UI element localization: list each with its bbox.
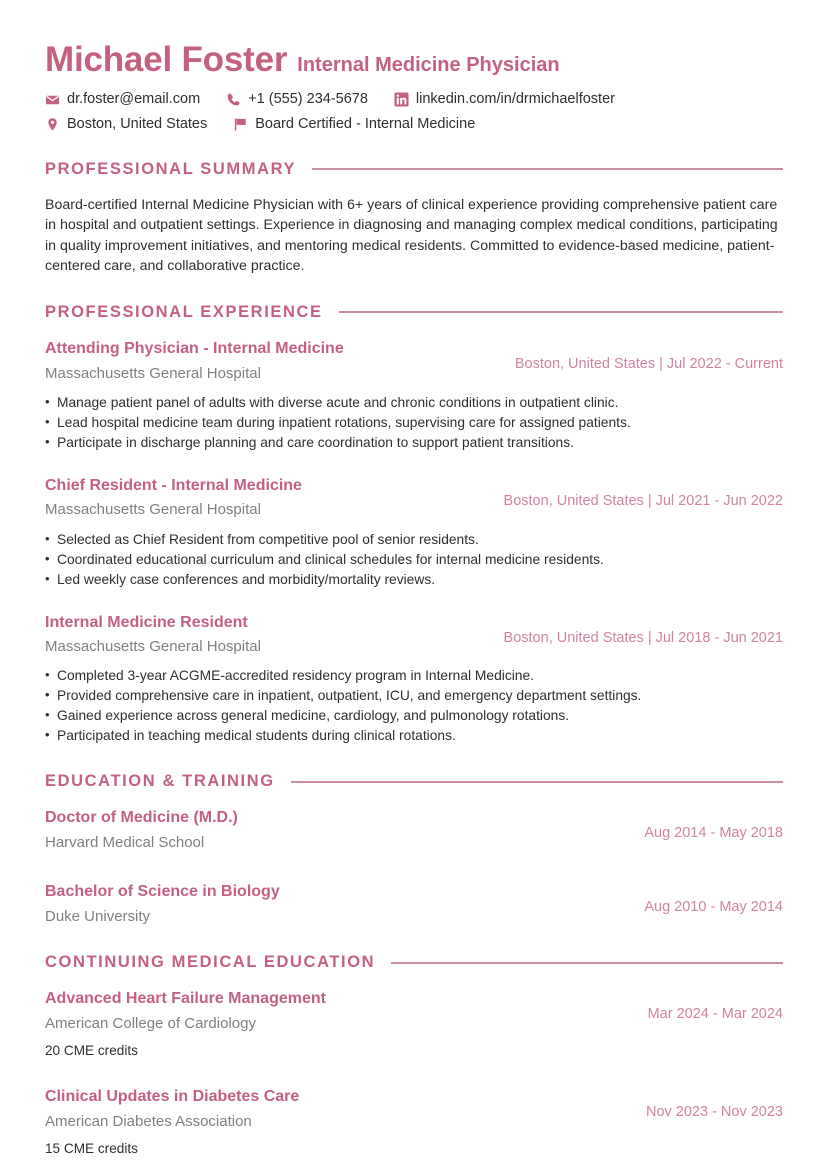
degree-title: Doctor of Medicine (M.D.) xyxy=(45,809,238,827)
contact-row-primary xyxy=(45,91,783,108)
course-title: Advanced Heart Failure Management xyxy=(45,990,326,1008)
contact-phone-text: +1 (555) 234-5678 xyxy=(248,90,368,107)
section-continuing-medical-education xyxy=(45,953,783,1158)
list-item: • Manage patient panel of adults with diverse acute and chronic conditions in outpatient clinic. xyxy=(45,393,783,413)
entry-header xyxy=(45,807,783,853)
section-title-education: EDUCATION & TRAINING xyxy=(45,772,275,791)
experience-entry xyxy=(45,612,783,747)
section-heading xyxy=(45,160,783,179)
entry-header xyxy=(45,881,783,927)
job-responsibilities xyxy=(45,393,783,453)
course-provider: American Diabetes Association xyxy=(45,1112,252,1130)
employer-name: Massachusetts General Hospital xyxy=(45,638,261,656)
job-location-dates: Boston, United States | Jul 2022 - Current xyxy=(514,355,783,372)
location-pin-icon xyxy=(45,117,60,132)
cme-entry xyxy=(45,1086,783,1158)
cme-dates: Mar 2024 - Mar 2024 xyxy=(647,1006,783,1023)
degree-title: Bachelor of Science in Biology xyxy=(45,883,280,901)
list-item: • Lead hospital medicine team during inpatient rotations, supervising care for assigned patients. xyxy=(45,413,783,433)
experience-entry xyxy=(45,475,783,590)
flag-icon xyxy=(233,117,248,132)
list-item: • Participate in discharge planning and care coordination to support patient transitions. xyxy=(45,433,783,453)
education-entry xyxy=(45,881,783,927)
section-heading xyxy=(45,772,783,791)
contact-email[interactable] xyxy=(45,91,200,108)
section-title-experience: PROFESSIONAL EXPERIENCE xyxy=(45,302,323,321)
name-headline-row xyxy=(45,42,783,79)
entry-header xyxy=(45,475,783,521)
school-name: Duke University xyxy=(45,907,151,925)
entry-header xyxy=(45,988,783,1060)
entry-identity xyxy=(45,475,504,521)
course-provider: American College of Cardiology xyxy=(45,1014,256,1032)
entry-identity xyxy=(45,988,648,1060)
education-dates: Aug 2010 - May 2014 xyxy=(644,899,783,916)
contact-certification-text: Board Certified - Internal Medicine xyxy=(255,116,476,133)
contact-location-text: Boston, United States xyxy=(67,116,208,133)
section-heading xyxy=(45,953,783,972)
cme-credits: 20 CME credits xyxy=(45,1042,138,1058)
section-divider xyxy=(291,781,783,783)
education-entry xyxy=(45,807,783,853)
entry-identity xyxy=(45,807,644,853)
entry-header xyxy=(45,612,783,658)
course-title: Clinical Updates in Diabetes Care xyxy=(45,1088,300,1105)
job-title: Internal Medicine Resident xyxy=(45,613,248,631)
section-divider xyxy=(339,311,783,313)
entry-header xyxy=(45,338,783,384)
section-professional-summary xyxy=(45,160,783,277)
entry-identity xyxy=(45,338,515,384)
envelope-icon xyxy=(45,92,60,107)
job-title: Attending Physician - Internal Medicine xyxy=(45,339,344,357)
section-title-summary: PROFESSIONAL SUMMARY xyxy=(45,159,297,178)
section-divider xyxy=(391,962,783,964)
cme-dates: Nov 2023 - Nov 2023 xyxy=(645,1104,783,1120)
section-title-cme: CONTINUING MEDICAL EDUCATION xyxy=(45,953,376,972)
employer-name: Massachusetts General Hospital xyxy=(45,501,261,519)
section-professional-experience xyxy=(45,303,783,747)
section-education xyxy=(45,772,783,927)
job-responsibilities xyxy=(45,530,783,590)
job-responsibilities xyxy=(45,666,783,746)
entry-header xyxy=(45,1086,783,1158)
list-item: • Provided comprehensive care in inpatient, outpatient, ICU, and emergency department settings. xyxy=(45,686,783,706)
entry-identity xyxy=(45,881,644,927)
section-heading xyxy=(45,303,783,322)
contact-details xyxy=(45,91,783,134)
summary-text: Board-certified Internal Medicine Physician with 6+ years of clinical experience providing comprehensive patient care in hospital and outpatient settings. Experience in diagnosing and managing complex medical conditions, participating in quality improvement initiatives, and mentoring medical residents. Committed to evidence-based medicine, patient-centered care, and collaborative practice. xyxy=(45,196,778,275)
entry-identity xyxy=(45,612,504,658)
candidate-headline: Internal Medicine Physician xyxy=(297,54,560,76)
linkedin-icon xyxy=(394,92,409,107)
school-name: Harvard Medical School xyxy=(45,834,205,852)
list-item: • Completed 3-year ACGME-accredited residency program in Internal Medicine. xyxy=(45,666,783,686)
job-location-dates: Boston, United States | Jul 2018 - Jun 2021 xyxy=(503,629,783,646)
job-title: Chief Resident - Internal Medicine xyxy=(45,476,302,494)
list-item: • Led weekly case conferences and morbidity/mortality reviews. xyxy=(45,570,783,590)
contact-phone[interactable] xyxy=(226,91,368,108)
contact-row-secondary xyxy=(45,116,783,133)
experience-entry xyxy=(45,338,783,453)
contact-linkedin[interactable] xyxy=(394,91,615,108)
contact-certification xyxy=(233,116,475,133)
section-divider xyxy=(312,168,783,170)
list-item: • Gained experience across general medicine, cardiology, and pulmonology rotations. xyxy=(45,706,783,726)
job-location-dates: Boston, United States | Jul 2021 - Jun 2022 xyxy=(503,492,783,509)
education-dates: Aug 2014 - May 2018 xyxy=(644,825,783,842)
phone-icon xyxy=(226,92,241,107)
list-item: • Coordinated educational curriculum and clinical schedules for internal medicine residents. xyxy=(45,550,783,570)
resume-header xyxy=(45,42,783,134)
list-item: • Participated in teaching medical students during clinical rotations. xyxy=(45,726,783,746)
contact-location xyxy=(45,116,207,133)
cme-credits: 15 CME credits xyxy=(45,1140,138,1156)
contact-linkedin-text: linkedin.com/in/drmichaelfoster xyxy=(415,90,615,107)
list-item: • Selected as Chief Resident from competitive pool of senior residents. xyxy=(45,530,783,550)
contact-email-text: dr.foster@email.com xyxy=(67,90,201,107)
candidate-name: Michael Foster xyxy=(45,40,288,79)
entry-identity xyxy=(45,1086,646,1158)
employer-name: Massachusetts General Hospital xyxy=(45,364,261,382)
cme-entry xyxy=(45,988,783,1060)
